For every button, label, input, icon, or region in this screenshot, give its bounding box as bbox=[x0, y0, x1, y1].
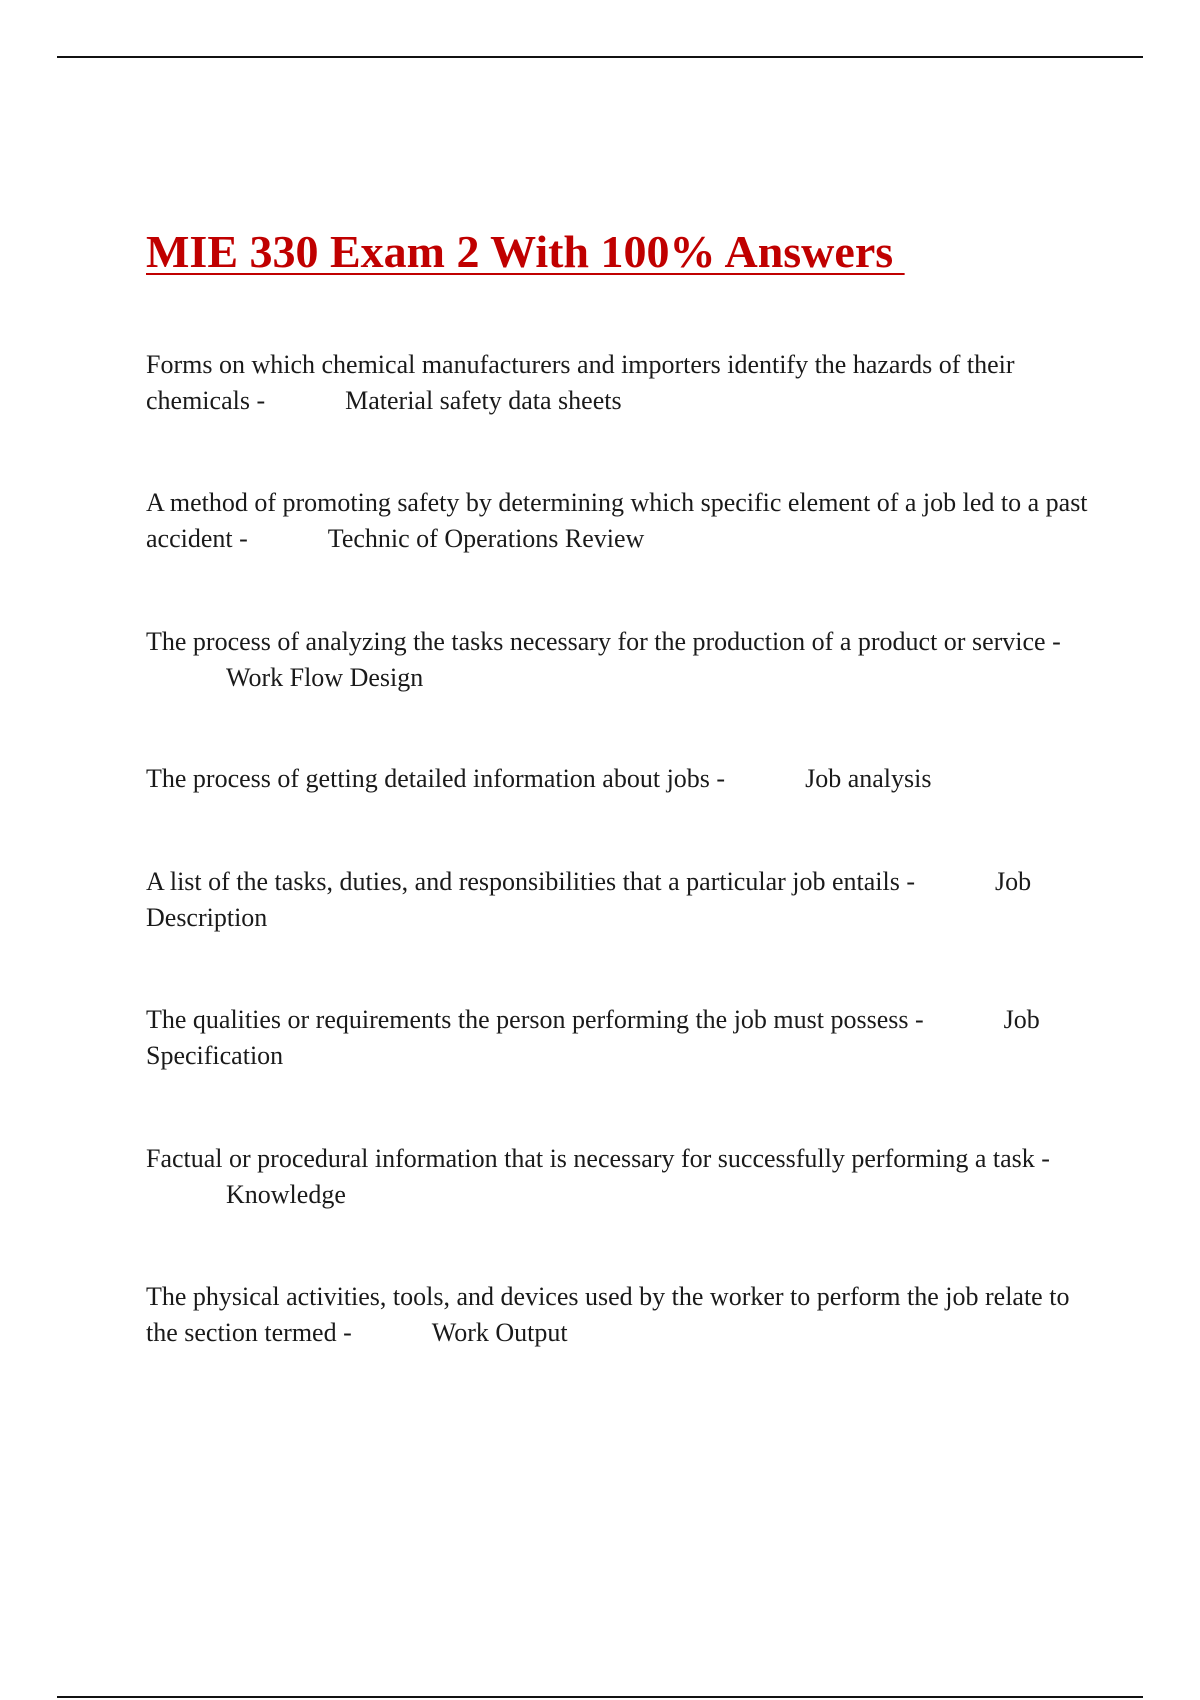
question-text: Factual or procedural information that is necessary for successfully performing a task - bbox=[146, 1144, 1050, 1173]
question-text: Forms on which chemical manufacturers and importers identify the hazards of their chemicals - bbox=[146, 350, 1015, 415]
answer-text: Job analysis bbox=[805, 764, 932, 793]
header-rule bbox=[57, 56, 1143, 58]
qa-item-2 bbox=[146, 485, 1106, 557]
answer-text: Work Flow Design bbox=[226, 663, 424, 692]
answer-text: Work Output bbox=[431, 1318, 568, 1347]
question-text: The process of getting detailed information about jobs - bbox=[146, 764, 726, 793]
answer-text: Knowledge bbox=[226, 1180, 346, 1209]
qa-item-5 bbox=[146, 864, 1106, 936]
answer-text: Job Description bbox=[146, 867, 1032, 932]
answer-text: Material safety data sheets bbox=[345, 386, 622, 415]
qa-item-1 bbox=[146, 347, 1106, 419]
question-text: The process of analyzing the tasks necessary for the production of a product or service - bbox=[146, 627, 1061, 656]
question-text: The qualities or requirements the person performing the job must possess - bbox=[146, 1005, 924, 1034]
question-text: A list of the tasks, duties, and responsibilities that a particular job entails - bbox=[146, 867, 916, 896]
qa-item-3 bbox=[146, 624, 1106, 696]
qa-item-7 bbox=[146, 1141, 1106, 1213]
question-text: A method of promoting safety by determining which specific element of a job led to a past accident - bbox=[146, 488, 1088, 553]
question-text: The physical activities, tools, and devices used by the worker to perform the job relate to the section termed - bbox=[146, 1282, 1070, 1347]
document-title: MIE 330 Exam 2 With 100% Answers bbox=[146, 226, 905, 277]
footer-rule bbox=[57, 1696, 1143, 1698]
qa-item-6 bbox=[146, 1002, 1106, 1074]
qa-item-8 bbox=[146, 1279, 1106, 1351]
answer-text: Technic of Operations Review bbox=[327, 524, 645, 553]
qa-item-4 bbox=[146, 761, 1106, 797]
answer-text: Job Specification bbox=[146, 1005, 1040, 1070]
